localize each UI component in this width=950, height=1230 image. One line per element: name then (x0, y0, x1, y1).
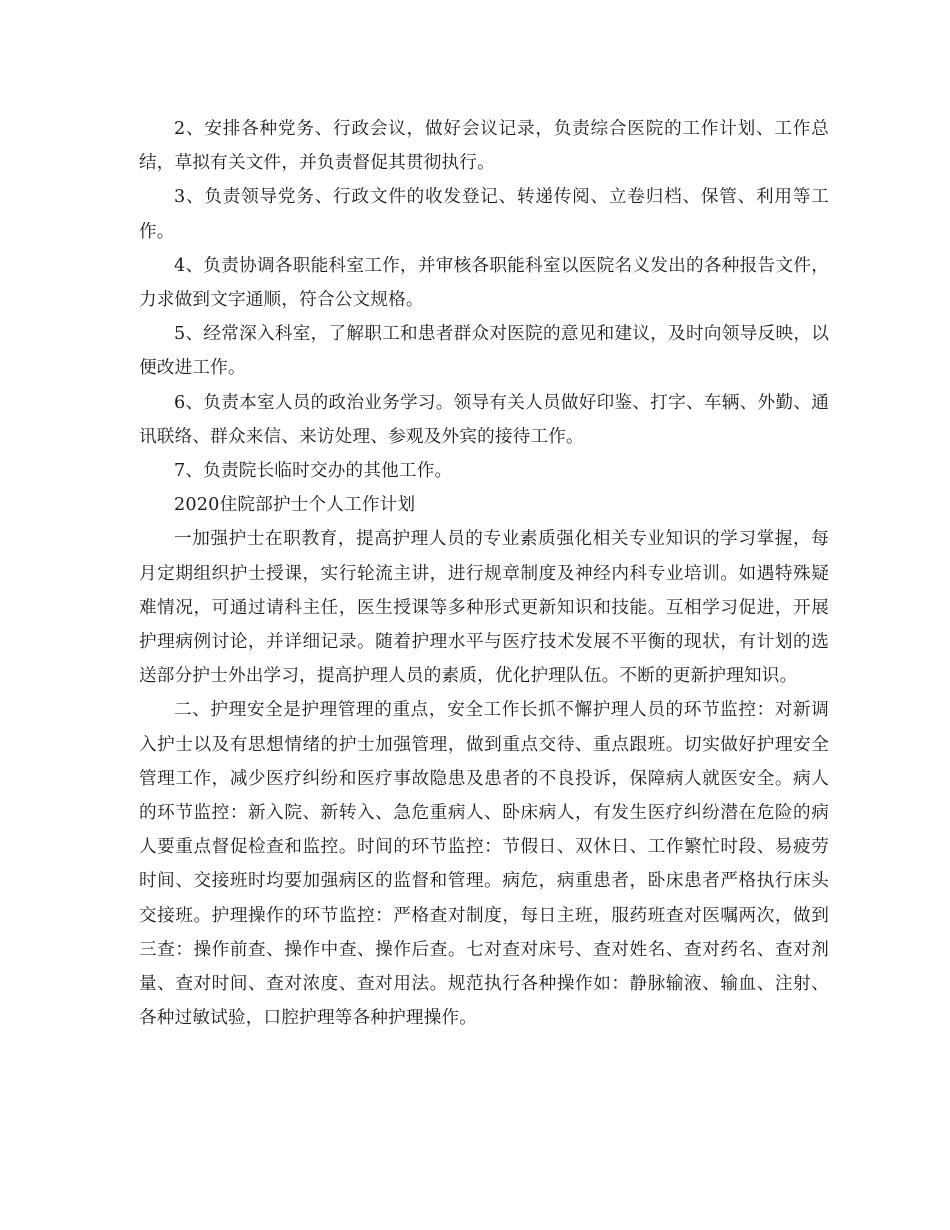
paragraph-item-7: 7、负责院长临时交办的其他工作。 (174, 461, 453, 482)
paragraph-safety: 二、护理安全是护理管理的重点，安全工作长抓不懈护理人员的环节监控：对新调入护士以及有思想情绪的护士加强管理，做到重点交待、重点跟班。切实做好护理安全管理工作，减少医疗纠纷和医疗事故隐患及患者的不良投诉，保障病人就医安全。病人的环节监控：新入院、新转入、急危重病人、卧床病人，有发生医疗纠纷潜在危险的病人要重点督促检查和监控。时间的环节监控：节假日、双休日、工作繁忙时段、易疲劳时间、交接班时均要加强病区的监督和管理。病危，病重患者，卧床患者严格执行床头交接班。护理操作的环节监控：严格查对制度，每日主班，服药班查对医嘱两次，做到三查：操作前查、操作中查、操作后查。七对查对床号、查对姓名、查对药名、查对剂量、查对时间、查对浓度、查对用法。规范执行各种操作如：静脉输液、输血、注射、各种过敏试验，口腔护理等各种护理操作。 (139, 700, 829, 1029)
section-heading: 2020住院部护士个人工作计划 (174, 495, 416, 516)
paragraph-item-2: 2、安排各种党务、行政会议，做好会议记录，负责综合医院的工作计划、工作总结，草拟有关文件，并负责督促其贯彻执行。 (139, 119, 829, 174)
paragraph-item-6: 6、负责本室人员的政治业务学习。领导有关人员做好印鉴、打字、车辆、外勤、通讯联络、群众来信、来访处理、参观及外宾的接待工作。 (139, 392, 829, 447)
paragraph-item-5: 5、经常深入科室，了解职工和患者群众对医院的意见和建议，及时向领导反映，以便改进工作。 (139, 324, 829, 379)
paragraph-item-4: 4、负责协调各职能科室工作，并审核各职能科室以医院名义发出的各种报告文件，力求做到文字通顺，符合公文规格。 (139, 255, 829, 311)
paragraph-education: 一加强护士在职教育，提高护理人员的专业素质强化相关专业知识的学习掌握，每月定期组织护士授课，实行轮流主讲，进行规章制度及神经内科专业培训。如遇特殊疑难情况，可通过请科主任，医生授课等多种形式更新知识和技能。互相学习促进，开展护理病例讨论，并详细记录。随着护理水平与医疗技术发展不平衡的现状，有计划的选送部分护士外出学习，提高护理人员的素质，优化护理队伍。不断的更新护理知识。 (139, 529, 829, 687)
paragraph-item-3: 3、负责领导党务、行政文件的收发登记、转递传阅、立卷归档、保管、利用等工作。 (139, 187, 829, 242)
document-body (139, 112, 829, 1035)
